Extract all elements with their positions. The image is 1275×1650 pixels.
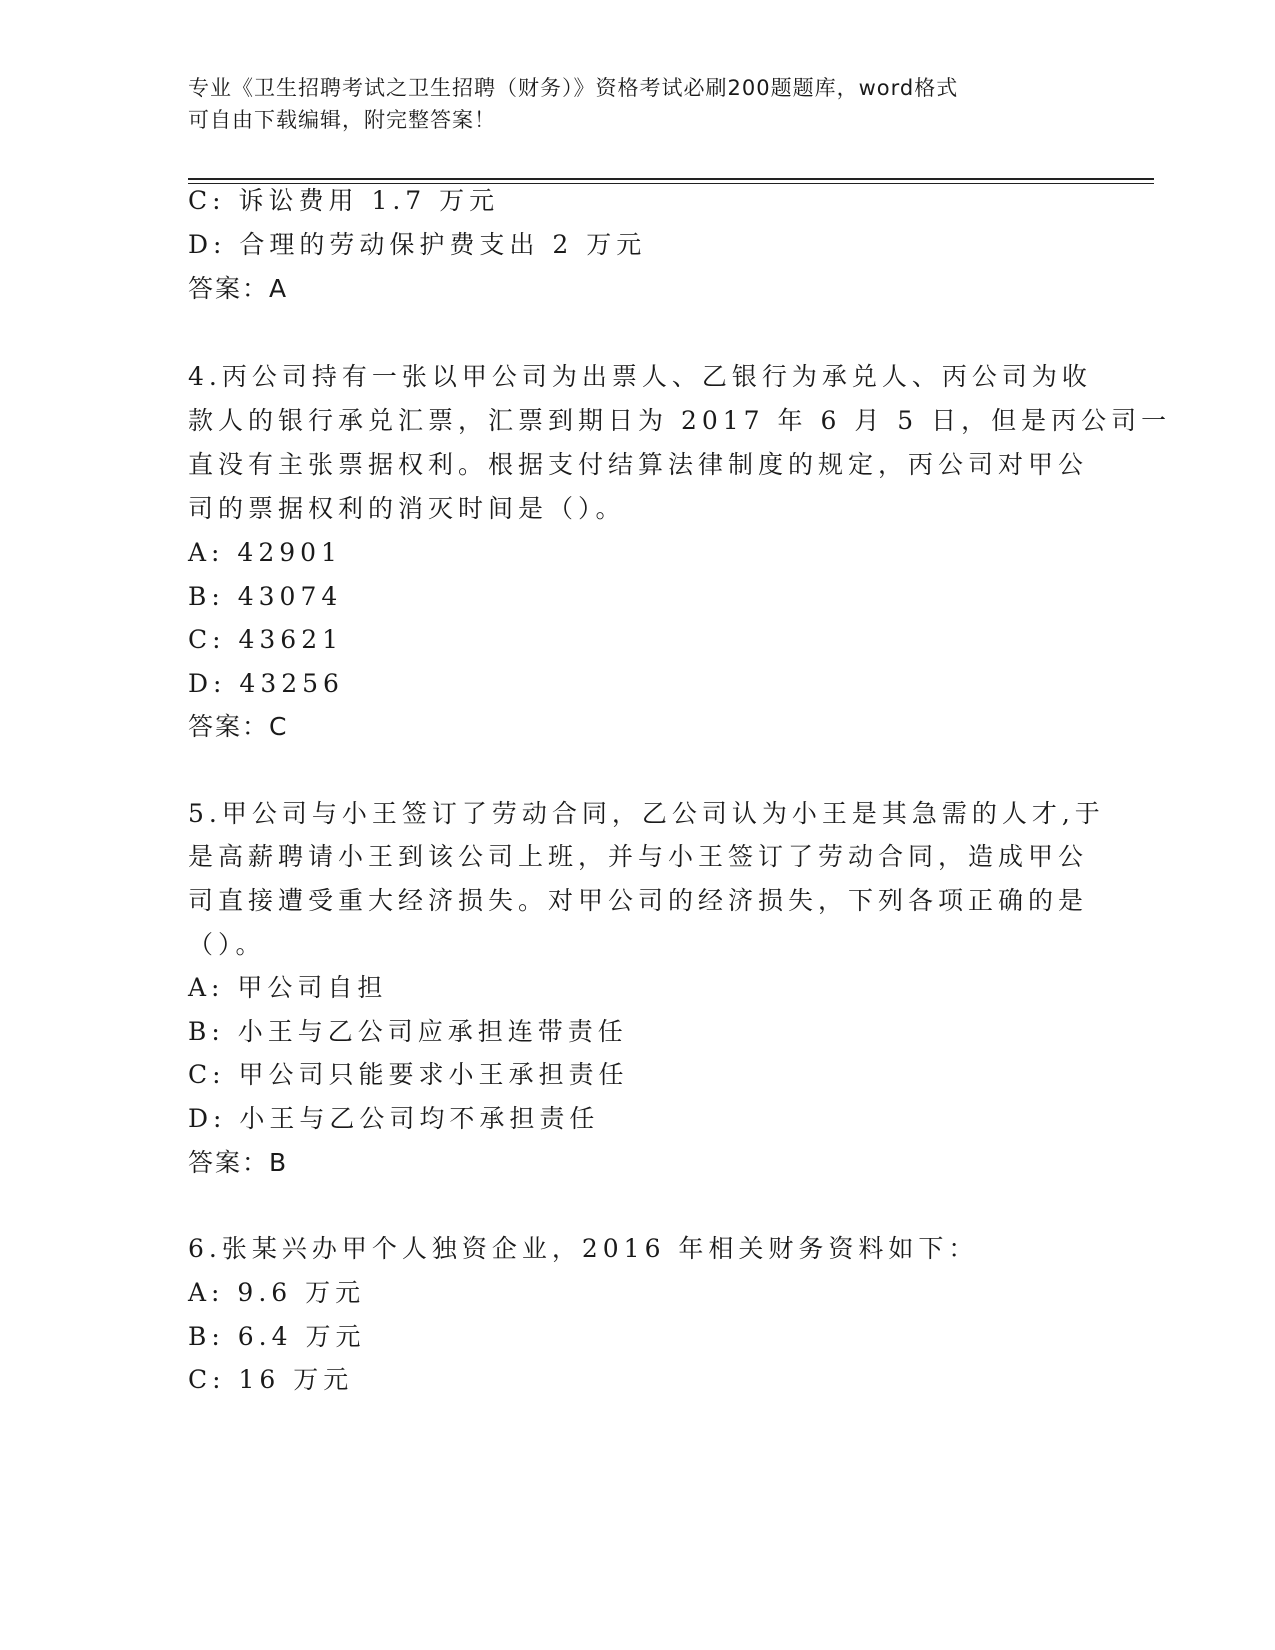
q5-stem-line: 5.甲公司与小王签订了劳动合同，乙公司认为小王是其急需的人才,于 (188, 799, 1105, 828)
q6-option-a: A: 9.6 万元 (188, 1278, 366, 1307)
q3-option-d: D: 合理的劳动保护费支出 2 万元 (188, 230, 647, 259)
q5-option-b: B: 小王与乙公司应承担连带责任 (188, 1017, 628, 1046)
q3-answer: 答案：A (188, 274, 289, 303)
q6-stem-line: 6.张某兴办甲个人独资企业，2016 年相关财务资料如下： (188, 1234, 979, 1263)
q4-stem-line: 4.丙公司持有一张以甲公司为出票人、乙银行为承兑人、丙公司为收 (188, 362, 1092, 391)
q4-option-a: A: 42901 (188, 538, 342, 567)
q4-option-d: D: 43256 (188, 669, 344, 698)
q5-stem-line: 司直接遭受重大经济损失。对甲公司的经济损失，下列各项正确的是 (188, 886, 1089, 915)
header-line-2: 可自由下载编辑，附完整答案！ (188, 108, 496, 132)
q4-stem-line: 司的票据权利的消灭时间是（）。 (188, 494, 626, 523)
q5-answer: 答案：B (188, 1148, 289, 1177)
q5-option-d: D: 小王与乙公司均不承担责任 (188, 1104, 600, 1133)
q5-stem-line: （）。 (188, 930, 266, 959)
q4-option-c: C: 43621 (188, 625, 344, 654)
q4-answer: 答案：C (188, 712, 289, 741)
q4-stem-line: 直没有主张票据权利。根据支付结算法律制度的规定，丙公司对甲公 (188, 450, 1089, 479)
q4-stem-line: 款人的银行承兑汇票，汇票到期日为 2017 年 6 月 5 日，但是丙公司一 (188, 406, 1172, 435)
q5-option-c: C: 甲公司只能要求小王承担责任 (188, 1060, 629, 1089)
q4-option-b: B: 43074 (188, 582, 343, 611)
q5-option-a: A: 甲公司自担 (188, 973, 388, 1002)
header-line-1: 专业《卫生招聘考试之卫生招聘（财务）》资格考试必刷200题题库，word格式 (188, 76, 959, 100)
q6-option-c: C: 16 万元 (188, 1365, 354, 1394)
q5-stem-line: 是高薪聘请小王到该公司上班，并与小王签订了劳动合同，造成甲公 (188, 842, 1089, 871)
document-header (188, 72, 1068, 136)
q3-option-c: C: 诉讼费用 1.7 万元 (188, 186, 500, 215)
q6-option-b: B: 6.4 万元 (188, 1322, 366, 1351)
